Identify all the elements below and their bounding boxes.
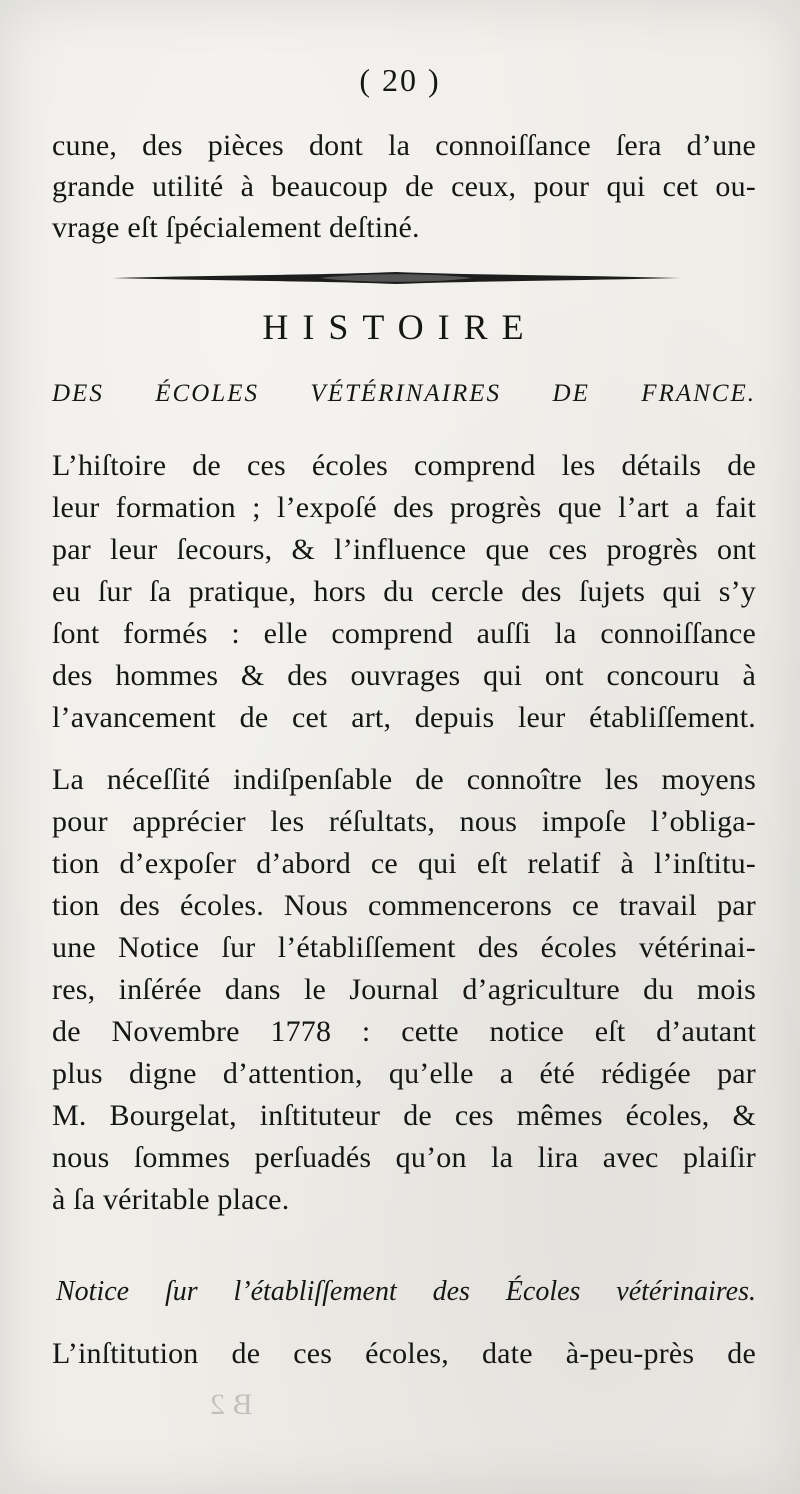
notice-title: Notice ſur l’établiſſement des Écoles vétérinaires. <box>56 1276 756 1307</box>
paragraph-2-line-9: M. Bourgelat, inſtituteur de ces mêmes écoles, & <box>52 1099 756 1132</box>
paragraph-1-line-1: L’hiſtoire de ces écoles comprend les détails de <box>52 449 756 482</box>
paragraph-2-line-1: La néceſſité indiſpenſable de connoître les moyens <box>52 763 756 796</box>
paragraph-2-line-6: res, inſérée dans le Journal d’agriculture du mois <box>52 973 756 1006</box>
signature-mark: B 2 <box>210 1388 253 1421</box>
paragraph-2-line-4: tion des écoles. Nous commencerons ce travail par <box>52 889 756 922</box>
page-number: ( 20 ) <box>359 62 441 98</box>
paragraph-1-line-5: ſont formés : elle comprend auſſi la connoiſſance <box>52 617 756 650</box>
section-subheading: DES ÉCOLES VÉTÉRINAIRES DE FRANCE. <box>52 380 756 407</box>
paragraph-1-line-2: leur formation ; l’expoſé des progrès que l’art a fait <box>52 491 756 524</box>
intro-line-1: cune, des pièces dont la connoiſſance ſera d’une <box>52 129 756 162</box>
final-line: L’inſtitution de ces écoles, date à-peu-près de <box>52 1337 756 1370</box>
ornamental-rule <box>112 270 680 286</box>
paragraph-1-line-4: eu ſur ſa pratique, hors du cercle des ſujets qui s’y <box>52 575 756 608</box>
paragraph-1-line-6: des hommes & des ouvrages qui ont concouru à <box>52 659 756 692</box>
paragraph-1-line-7: l’avancement de cet art, depuis leur établiſſement. <box>52 701 756 734</box>
intro-line-3: vrage eſt ſpécialement deſtiné. <box>52 211 420 244</box>
paragraph-2-line-3: tion d’expoſer d’abord ce qui eſt relatif à l’inſtitu- <box>52 847 756 880</box>
paragraph-2-line-10: nous ſommes perſuadés qu’on la lira avec plaiſir <box>52 1141 756 1174</box>
paragraph-2-line-7: de Novembre 1778 : cette notice eſt d’autant <box>52 1015 756 1048</box>
paragraph-2-line-11: à ſa véritable place. <box>52 1183 290 1216</box>
paragraph-1-line-3: par leur ſecours, & l’influence que ces progrès ont <box>52 533 756 566</box>
paragraph-2-line-2: pour apprécier les réſultats, nous impoſe l’obliga- <box>52 805 756 838</box>
paragraph-2-line-8: plus digne d’attention, qu’elle a été rédigée par <box>52 1057 756 1090</box>
intro-line-2: grande utilité à beaucoup de ceux, pour qui cet ou- <box>52 170 756 203</box>
section-heading: HISTOIRE <box>262 307 538 347</box>
paragraph-2-line-5: une Notice ſur l’établiſſement des écoles vétérinai- <box>52 931 756 964</box>
